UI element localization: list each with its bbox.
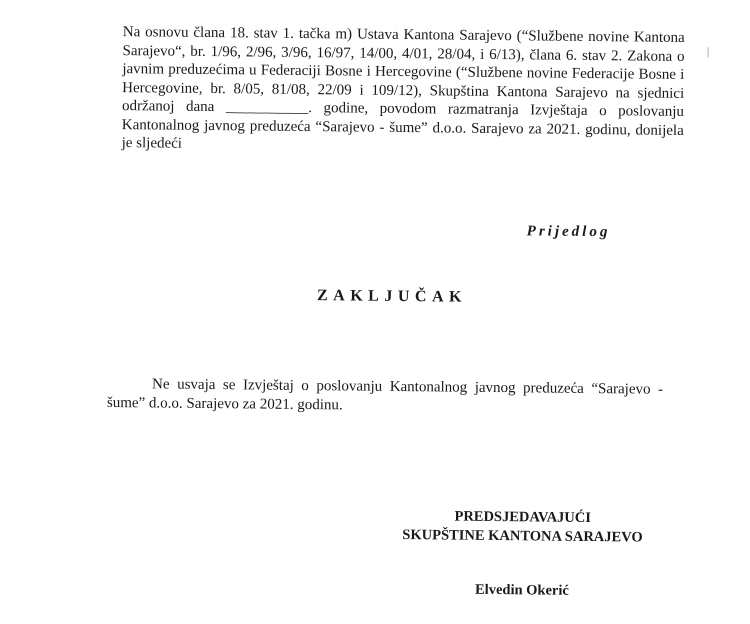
- document-title: ZAKLJUČAK: [316, 287, 468, 306]
- signature-name: Elvedin Okerić: [474, 581, 569, 599]
- signature-block: [377, 507, 668, 602]
- preamble-paragraph: Na osnovu člana 18. stav 1. tačka m) Ustava Kantona Sarajevo (“Službene novine Kantona Sarajevo“, br. 1/96, 2/96, 3/96, 16/97, 14/00, 4/01, 28/04, i 6/13), člana 6. stav 2. Zakona o javnim preduzećima u Federaciji Bosne i Hercegovine (“Službene novine Federacije Bosne i Hercegovine, br. 8/05, 81/08, 22/09 i 109/12), Skupština Kantona Sarajevo na sjednici održanoj dana ___________. godine, povodom razmatranja Izvještaja o poslovanju Kantonalnog javnog preduzeća “Sarajevo - šume” d.o.o. Sarajevo za 2021. godinu, donijela je sljedeći: [121, 24, 685, 152]
- margin-mark: [708, 47, 709, 57]
- signature-role-line1: PREDSJEDAVAJUĆI: [454, 508, 592, 527]
- signature-role-line2: SKUPŠTINE KANTONA SARAJEVO: [402, 527, 643, 546]
- decision-paragraph: Ne usvaja se Izvještaj o poslovanju Kantonalnog javnog preduzeća “Sarajevo - šume” d.o.o. Sarajevo za 2021. godinu.: [106, 376, 664, 413]
- proposal-label: Prijedlog: [526, 223, 611, 241]
